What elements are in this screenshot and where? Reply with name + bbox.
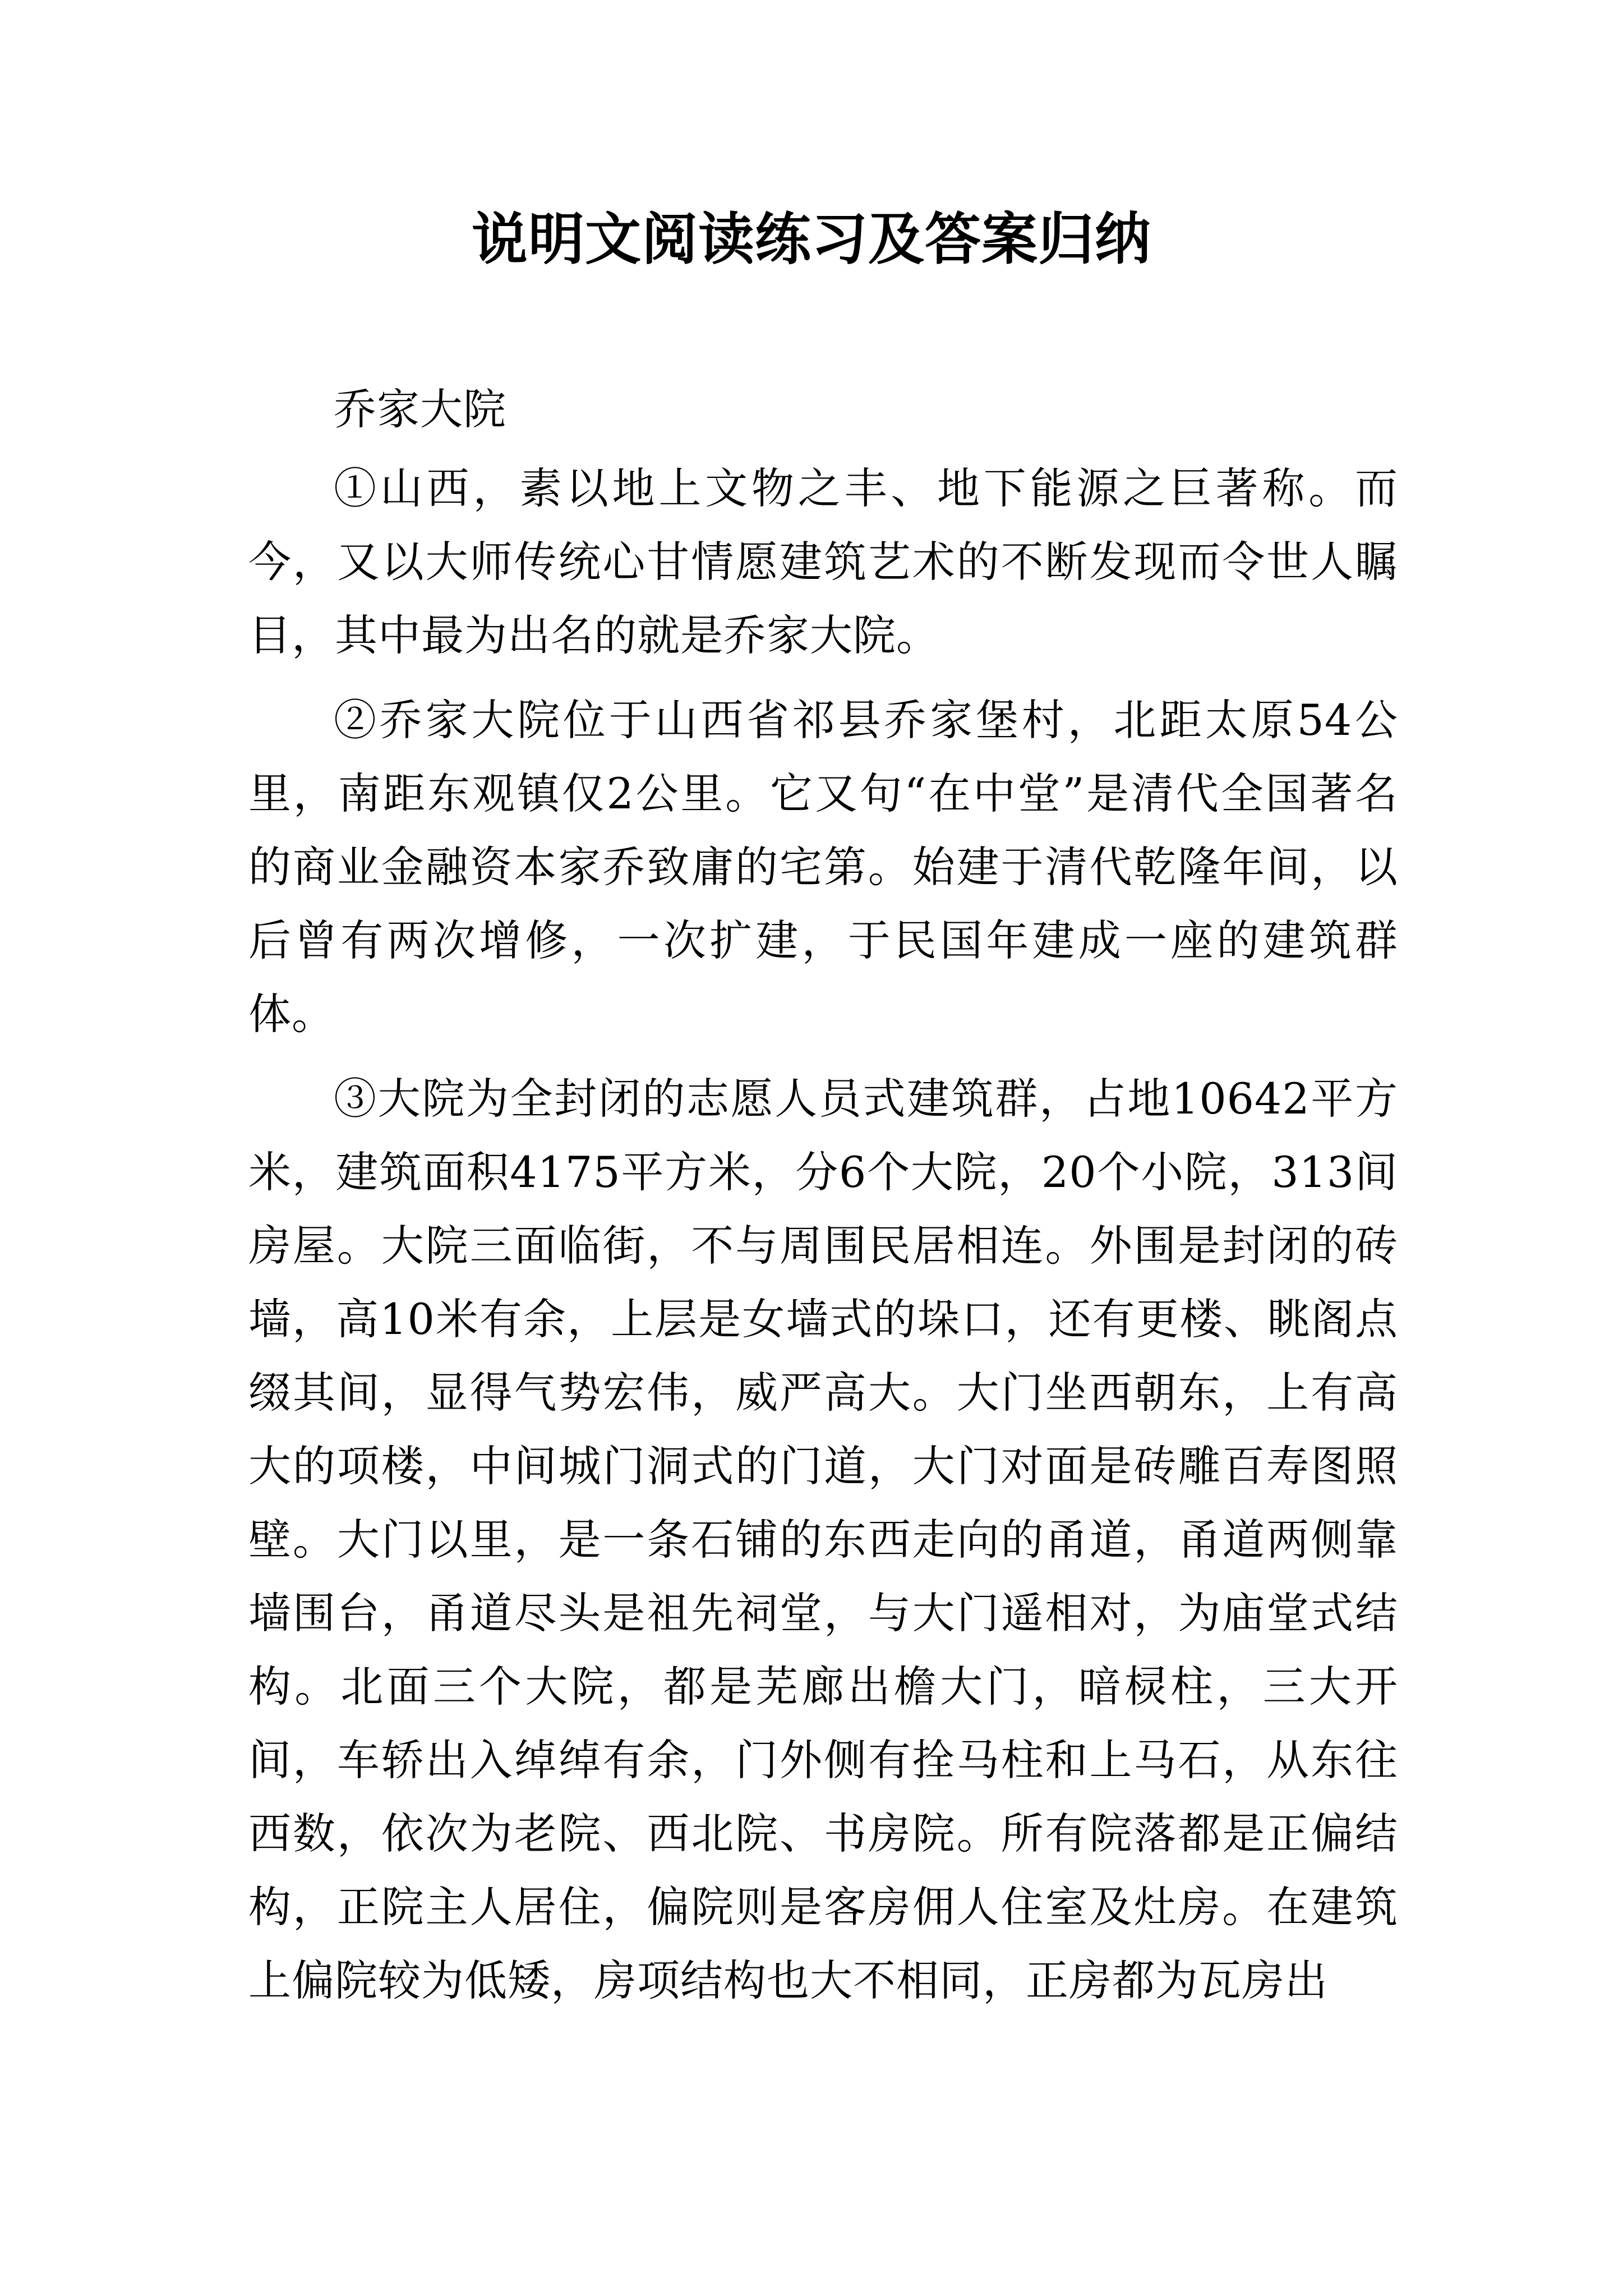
article-title: 乔家大院 (334, 384, 506, 434)
paragraph-1: ①山西，素以地上文物之丰、地下能源之巨著称。而今，又以大师传统心甘情愿建筑艺术的不断发现而令世人瞩目，其中最为出名的就是乔家大院。 (248, 463, 1398, 660)
paragraph-3: ③大院为全封闭的志愿人员式建筑群，占地10642平方米，建筑面积4175平方米，分6个大院，20个小院，313间房屋。大院三面临街，不与周围民居相连。外围是封闭的砖墙，高10米有余，上层是女墙式的垛口，还有更楼、眺阁点缀其间，显得气势宏伟，威严高大。大门坐西朝东，上有高大的项楼，中间城门洞式的门道，大门对面是砖雕百寿图照壁。大门以里，是一条石铺的东西走向的甬道，甬道两侧靠墙围台，甬道尽头是祖先祠堂，与大门遥相对，为庙堂式结构。北面三个大院，都是芜廊出檐大门，暗棂柱，三大开间，车轿出入绰绰有余，门外侧有拴马柱和上马石，从东往西数，依次为老院、西北院、书房院。所有院落都是正偏结构，正院主人居住，偏院则是客房佣人住室及灶房。在建筑上偏院较为低矮，房项结构也大不相同，正房都为瓦房出 (248, 1074, 1398, 2005)
document-title: 说明文阅读练习及答案归纳 (472, 206, 1151, 272)
document-body (248, 372, 1398, 2017)
paragraph-2: ②乔家大院位于山西省祁县乔家堡村，北距太原54公里，南距东观镇仅2公里。它又句“在中堂”是清代全国著名的商业金融资本家乔致庸的宅第。始建于清代乾隆年间，以后曾有两次增修，一次扩建，于民国年建成一座的建筑群体。 (248, 695, 1398, 1039)
